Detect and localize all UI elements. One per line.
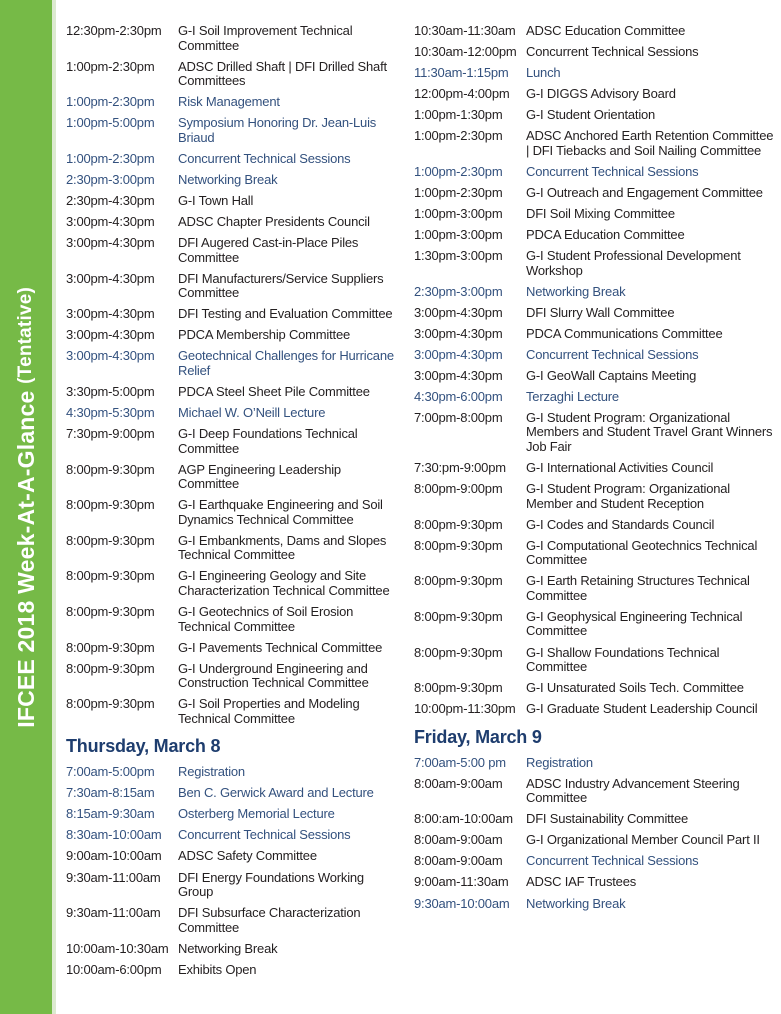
schedule-row <box>66 272 394 301</box>
schedule-row <box>414 207 776 222</box>
schedule-row <box>414 249 776 278</box>
event-title: Risk Management <box>178 94 280 110</box>
event-time: 12:00pm-4:00pm <box>414 86 510 102</box>
event-time: 3:00pm-4:30pm <box>66 348 155 364</box>
event-title: G-I Soil Properties and Modeling Technical Committee <box>178 696 360 726</box>
event-time: 8:00pm-9:30pm <box>414 680 503 696</box>
event-time: 1:00pm-2:30pm <box>66 150 155 166</box>
event-time: 8:00pm-9:30pm <box>66 639 155 655</box>
event-title: Networking Break <box>526 895 626 911</box>
event-title: G-I Organizational Member Council Part II <box>526 832 760 848</box>
event-title: G-I Shallow Foundations Technical Committee <box>526 644 720 675</box>
event-title: G-I Outreach and Engagement Committee <box>526 184 763 200</box>
event-title: G-I Graduate Student Leadership Council <box>526 701 758 717</box>
schedule-row <box>66 328 394 343</box>
event-title: ADSC Education Committee <box>526 23 686 38</box>
event-title: G-I Geophysical Engineering Technical Committee <box>526 608 743 639</box>
event-time: 2:30pm-4:30pm <box>66 192 155 208</box>
event-time: 8:00pm-9:30pm <box>66 497 155 513</box>
event-time: 8:00pm-9:30pm <box>414 537 503 553</box>
event-title: ADSC Anchored Earth Retention Committee | DFI Tiebacks and Soil Nailing Committee <box>526 128 774 158</box>
schedule-row <box>414 518 776 533</box>
event-title: G-I DIGGS Advisory Board <box>526 86 676 102</box>
event-time: 1:00pm-2:30pm <box>414 163 503 179</box>
event-title: Symposium Honoring Dr. Jean-Luis Briaud <box>178 115 377 145</box>
schedule-row <box>414 854 776 869</box>
event-title: G-I Student Professional Development Workshop <box>526 248 741 278</box>
schedule-row <box>66 152 394 167</box>
event-time: 10:30am-12:00pm <box>414 44 517 60</box>
event-title: ADSC Drilled Shaft | DFI Drilled Shaft Committees <box>178 58 387 89</box>
schedule-row <box>66 942 394 957</box>
schedule-row <box>66 385 394 400</box>
event-title: G-I Town Hall <box>178 192 254 208</box>
schedule-row <box>414 24 776 39</box>
event-title: DFI Testing and Evaluation Committee <box>178 306 393 322</box>
event-title: G-I Deep Foundations Technical Committee <box>178 425 358 456</box>
schedule-row <box>414 306 776 321</box>
schedule-column-left <box>66 24 394 984</box>
event-title: G-I Earth Retaining Structures Technical Committee <box>526 573 750 603</box>
schedule-row <box>414 756 776 771</box>
event-time: 8:00pm-9:30pm <box>66 603 155 619</box>
event-title: PDCA Steel Sheet Pile Committee <box>178 383 370 399</box>
event-time: 10:30am-11:30am <box>414 23 516 38</box>
event-title: G-I Underground Engineering and Construction Technical Committee <box>178 660 369 691</box>
event-time: 8:00pm-9:30pm <box>66 696 155 712</box>
schedule-row <box>66 849 394 864</box>
event-time: 7:30:pm-9:00pm <box>414 460 506 476</box>
schedule-row <box>414 327 776 342</box>
event-time: 8:00am-9:00am <box>414 853 503 869</box>
schedule-row <box>414 390 776 405</box>
event-title: Lunch <box>526 65 561 81</box>
schedule-row <box>66 641 394 656</box>
event-time: 7:30pm-9:00pm <box>66 425 155 441</box>
event-title: ADSC Safety Committee <box>178 848 317 864</box>
schedule-row <box>66 24 394 53</box>
event-title: G-I Student Orientation <box>526 107 656 123</box>
event-title: G-I Soil Improvement Technical Committee <box>178 23 353 53</box>
event-time: 10:00pm-11:30pm <box>414 701 516 717</box>
event-time: 9:30am-11:00am <box>66 905 161 921</box>
schedule-row <box>66 871 394 900</box>
schedule-row <box>66 427 394 456</box>
event-time: 1:30pm-3:00pm <box>414 248 503 264</box>
schedule-row <box>414 610 776 639</box>
event-time: 1:00pm-2:30pm <box>66 58 155 74</box>
event-time: 11:30am-1:15pm <box>414 65 509 81</box>
event-title: G-I International Activities Council <box>526 460 714 476</box>
event-title: G-I Computational Geotechnics Technical Committee <box>526 537 758 568</box>
event-time: 10:00am-6:00pm <box>66 961 162 977</box>
event-title: Terzaghi Lecture <box>526 388 619 404</box>
event-title: PDCA Education Committee <box>526 226 685 242</box>
schedule-row <box>414 875 776 890</box>
schedule-row <box>414 681 776 696</box>
event-time: 7:30am-8:15am <box>66 785 155 801</box>
event-title: Concurrent Technical Sessions <box>178 827 351 843</box>
event-title: DFI Augered Cast-in-Place Piles Committee <box>178 235 359 265</box>
schedule-row <box>66 307 394 322</box>
event-title: Networking Break <box>526 283 626 299</box>
event-time: 8:00am-9:00am <box>414 832 503 848</box>
schedule-row <box>414 228 776 243</box>
event-title: DFI Soil Mixing Committee <box>526 205 675 221</box>
event-time: 8:15am-9:30am <box>66 806 155 822</box>
event-time: 2:30pm-3:00pm <box>414 283 503 299</box>
event-title: ADSC Industry Advancement Steering Committee <box>526 775 740 806</box>
event-time: 1:00pm-2:30pm <box>66 94 155 110</box>
schedule-row <box>414 129 776 158</box>
schedule-row <box>414 646 776 675</box>
event-time: 12:30pm-2:30pm <box>66 23 162 38</box>
event-time: 3:00pm-4:30pm <box>414 304 503 320</box>
schedule-row <box>66 95 394 110</box>
event-title: G-I Engineering Geology and Site Characterization Technical Committee <box>178 568 390 598</box>
event-time: 1:00pm-3:00pm <box>414 226 503 242</box>
event-title: Registration <box>178 764 245 780</box>
event-title: Osterberg Memorial Lecture <box>178 806 335 822</box>
event-title: Exhibits Open <box>178 961 257 977</box>
event-title: G-I Earthquake Engineering and Soil Dynamics Technical Committee <box>178 497 383 527</box>
schedule-row <box>414 777 776 806</box>
event-title: DFI Subsurface Characterization Committee <box>178 905 361 935</box>
schedule-row <box>414 897 776 912</box>
event-title: G-I Student Program: Organizational Members and Student Travel Grant Winners Job Fair <box>526 409 773 454</box>
schedule-row <box>414 461 776 476</box>
sidebar-title-text: IFCEE 2018 Week-At-A-Glance <box>12 390 39 728</box>
schedule-row <box>66 534 394 563</box>
event-title: Networking Break <box>178 940 278 956</box>
event-time: 3:30pm-5:00pm <box>66 383 155 399</box>
event-time: 4:30pm-6:00pm <box>414 388 503 404</box>
schedule-row <box>66 569 394 598</box>
event-title: Concurrent Technical Sessions <box>526 346 699 362</box>
event-title: Concurrent Technical Sessions <box>526 44 699 60</box>
sidebar-title <box>13 287 40 728</box>
schedule-row <box>414 833 776 848</box>
event-title: ADSC Chapter Presidents Council <box>178 213 370 229</box>
event-title: Geotechnical Challenges for Hurricane Relief <box>178 348 394 378</box>
schedule-row <box>414 411 776 455</box>
event-time: 2:30pm-3:00pm <box>66 171 155 187</box>
event-title: DFI Manufacturers/Service Suppliers Committee <box>178 270 384 301</box>
event-title: Ben C. Gerwick Award and Lecture <box>178 785 374 801</box>
event-title: AGP Engineering Leadership Committee <box>178 461 341 492</box>
schedule-row <box>414 812 776 827</box>
event-time: 1:00pm-2:30pm <box>414 128 503 144</box>
schedule-row <box>414 348 776 363</box>
sidebar-tentative-label: (Tentative) <box>14 286 36 384</box>
schedule-row <box>66 60 394 89</box>
schedule-row <box>66 662 394 691</box>
day-header: Thursday, March 8 <box>66 736 221 757</box>
schedule-row <box>414 45 776 60</box>
event-time: 8:00pm-9:00pm <box>414 481 503 497</box>
event-title: Concurrent Technical Sessions <box>526 853 699 869</box>
schedule-row <box>66 963 394 978</box>
event-title: G-I Codes and Standards Council <box>526 516 715 532</box>
schedule-row <box>414 165 776 180</box>
event-time: 8:00:am-10:00am <box>414 811 513 827</box>
schedule-row <box>414 574 776 603</box>
event-time: 8:00pm-9:30pm <box>414 644 503 660</box>
event-title: Concurrent Technical Sessions <box>178 150 351 166</box>
event-time: 1:00pm-3:00pm <box>414 205 503 221</box>
event-title: G-I Geotechnics of Soil Erosion Technical Committee <box>178 603 354 634</box>
schedule-column-right <box>414 24 776 918</box>
schedule-row <box>414 482 776 511</box>
event-title: G-I Unsaturated Soils Tech. Committee <box>526 680 744 696</box>
event-time: 3:00pm-4:30pm <box>414 346 503 362</box>
schedule-row <box>414 186 776 201</box>
event-title: ADSC IAF Trustees <box>526 874 637 890</box>
event-time: 10:00am-10:30am <box>66 940 169 956</box>
event-time: 7:00am-5:00pm <box>66 764 155 780</box>
event-time: 3:00pm-4:30pm <box>66 213 155 229</box>
schedule-row <box>66 215 394 230</box>
schedule-row <box>66 236 394 265</box>
schedule-row <box>66 786 394 801</box>
event-time: 7:00pm-8:00pm <box>414 409 503 425</box>
schedule-row <box>66 116 394 145</box>
event-title: G-I Student Program: Organizational Member and Student Reception <box>526 481 730 511</box>
event-time: 4:30pm-5:30pm <box>66 404 155 420</box>
event-title: DFI Sustainability Committee <box>526 811 689 827</box>
event-time: 1:00pm-5:00pm <box>66 115 155 131</box>
event-time: 1:00pm-1:30pm <box>414 107 503 123</box>
sidebar <box>0 0 56 1014</box>
event-time: 3:00pm-4:30pm <box>66 270 155 286</box>
schedule-row <box>414 87 776 102</box>
event-time: 8:30am-10:00am <box>66 827 162 843</box>
event-title: Concurrent Technical Sessions <box>526 163 699 179</box>
schedule-row <box>66 906 394 935</box>
event-time: 3:00pm-4:30pm <box>66 235 155 251</box>
event-time: 8:00am-9:00am <box>414 775 503 791</box>
schedule-row <box>414 66 776 81</box>
event-time: 8:00pm-9:30pm <box>66 532 155 548</box>
schedule-row <box>414 285 776 300</box>
event-time: 3:00pm-4:30pm <box>414 367 503 383</box>
event-title: PDCA Membership Committee <box>178 327 350 343</box>
event-time: 3:00pm-4:30pm <box>414 325 503 341</box>
event-time: 1:00pm-2:30pm <box>414 184 503 200</box>
schedule-row <box>66 463 394 492</box>
event-time: 8:00pm-9:30pm <box>414 573 503 589</box>
schedule-row <box>66 697 394 726</box>
event-time: 8:00pm-9:30pm <box>66 568 155 584</box>
event-title: G-I GeoWall Captains Meeting <box>526 367 697 383</box>
event-title: G-I Pavements Technical Committee <box>178 639 383 655</box>
event-title: Registration <box>526 754 593 770</box>
event-time: 9:30am-10:00am <box>414 895 510 911</box>
schedule-row <box>414 108 776 123</box>
event-title: Michael W. O’Neill Lecture <box>178 404 326 420</box>
schedule-row <box>66 807 394 822</box>
event-time: 8:00pm-9:30pm <box>414 608 503 624</box>
schedule-row <box>414 369 776 384</box>
day-header: Friday, March 9 <box>414 726 542 747</box>
event-title: PDCA Communications Committee <box>526 325 723 341</box>
event-time: 9:30am-11:00am <box>66 869 161 885</box>
schedule-row <box>66 828 394 843</box>
schedule-row <box>66 173 394 188</box>
event-time: 3:00pm-4:30pm <box>66 327 155 343</box>
event-time: 8:00pm-9:30pm <box>66 461 155 477</box>
event-time: 9:00am-11:30am <box>414 874 509 890</box>
event-title: DFI Slurry Wall Committee <box>526 304 675 320</box>
event-title: DFI Energy Foundations Working Group <box>178 869 364 900</box>
schedule-row <box>66 498 394 527</box>
event-title: G-I Embankments, Dams and Slopes Technical Committee <box>178 532 387 563</box>
event-time: 9:00am-10:00am <box>66 848 162 864</box>
event-time: 8:00pm-9:30pm <box>66 660 155 676</box>
schedule-row <box>66 349 394 378</box>
schedule-row <box>66 765 394 780</box>
schedule-row <box>66 605 394 634</box>
schedule-row <box>66 406 394 421</box>
event-time: 3:00pm-4:30pm <box>66 306 155 322</box>
schedule-row <box>414 539 776 568</box>
schedule-row <box>66 194 394 209</box>
schedule-row <box>414 702 776 717</box>
event-time: 7:00am-5:00 pm <box>414 754 506 770</box>
event-time: 8:00pm-9:30pm <box>414 516 503 532</box>
event-title: Networking Break <box>178 171 278 187</box>
